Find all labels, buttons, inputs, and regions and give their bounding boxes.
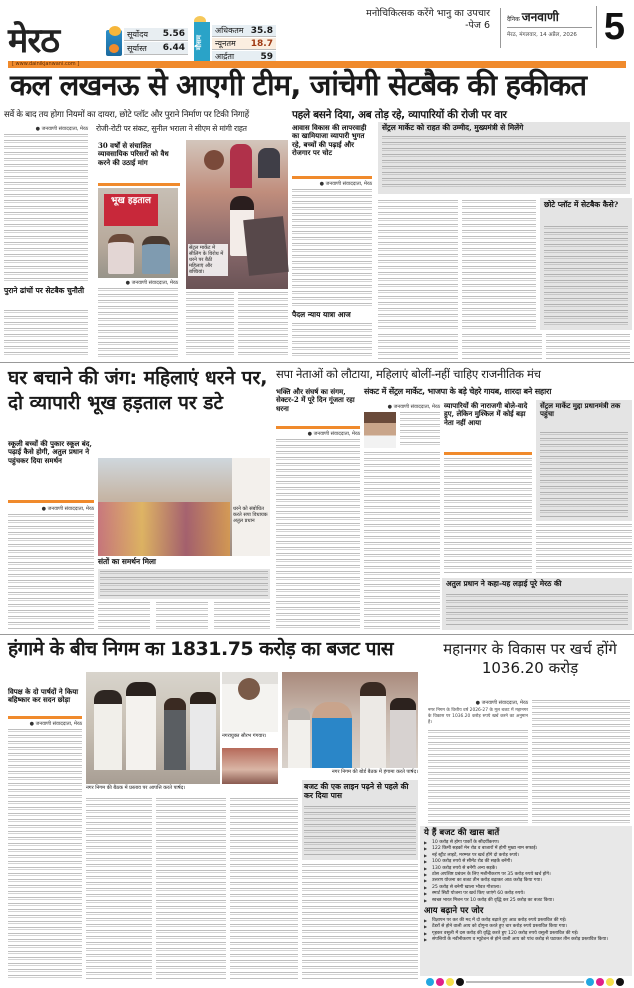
third-subhead: संकट में सेंट्रल मार्केट, भाजपा के बड़े चेहरे गायब, शारदा बने सहारा bbox=[364, 387, 552, 396]
budget-body-col3 bbox=[156, 798, 226, 980]
uproar-photo bbox=[282, 672, 418, 768]
cm-hope-headline: सेंट्रल मार्केट को राहत की उम्मीद, मुख्यमंत्री से मिलेंगे bbox=[382, 123, 524, 132]
sunset-value: 6.44 bbox=[162, 43, 185, 53]
page-number: 5 bbox=[596, 6, 632, 48]
highlight-item: ▶ 10 करोड़ से होगा पार्कों के सौंदर्यीकरण। bbox=[424, 840, 630, 846]
sunrise-label: सूर्योदय bbox=[127, 29, 149, 39]
second-headline: घर बचाने की जंग: महिलाएं धरने पर, दो व्यापारी भूख हड़ताल पर डटे bbox=[8, 367, 268, 414]
lead-body-col8 bbox=[378, 334, 458, 360]
budget-body-col2 bbox=[86, 798, 152, 980]
second-body-col3 bbox=[156, 602, 208, 632]
third-kicker-rule bbox=[276, 426, 360, 429]
right-kicker: आवास विकास की लापरवाही का खामियाजा व्यापारी भुगत रहे, बच्चों की पढ़ाई और रोजगार पर चोट bbox=[292, 123, 367, 158]
third-body-col2 bbox=[364, 452, 440, 630]
second-kicker: स्कूली बच्चों की पुकार स्कूल बंद, पढ़ाई कैसे होगी, अतुल प्रधान ने पहुंचकर दिया समर्थन bbox=[8, 439, 92, 465]
council-meeting-photo bbox=[86, 672, 220, 784]
lead-subhead-left: सर्वे के बाद तय होगा नियमों का दायरा, छोटे प्लॉट और पुराने निर्माण पर टिकी निगाहें bbox=[4, 110, 249, 120]
third-kicker: भक्ति और संघर्ष का संगम, सेक्टर-2 में पूरे दिन गूंजता रहा धरना bbox=[276, 387, 355, 413]
photo2-caption: नगर निगम की बोर्ड बैठक में हंगामा करते पार्षद। bbox=[331, 769, 418, 775]
lead-body-col10 bbox=[546, 334, 630, 360]
box2-headline: सेंट्रल मार्केट मुद्दा प्रधानमंत्री तक पहुंचा bbox=[540, 401, 621, 419]
highlights-title: ये हैं बजट की खास बातें bbox=[424, 828, 500, 838]
income-item: ▶ विज्ञापन पर कर की मद में दो करोड़ बढ़ाते हुए आठ करोड़ रुपये प्रस्तावित की गई। bbox=[424, 918, 630, 924]
lead-subsection: पुराने ढांचों पर सेटबैक चुनौती bbox=[4, 286, 85, 295]
protest-crowd-photo bbox=[186, 140, 288, 289]
right-credit: ● जनवाणी संवाददाता, मेरठ bbox=[319, 181, 372, 187]
section-divider-1 bbox=[0, 362, 634, 363]
metro-lead-text: नगर निगम के वित्तीय वर्ष 2026-27 के मूल बजट में महानगर के विकास पर 1036.20 करोड़ रुपये खर्च करने का अनुमान है। bbox=[428, 708, 528, 725]
income-list bbox=[424, 918, 630, 944]
lead-credit: ● जनवाणी संवाददाता, मेरठ bbox=[35, 126, 88, 132]
budget-body-col1 bbox=[8, 729, 82, 980]
sit-in-protest-photo bbox=[98, 458, 270, 556]
setback-headline: छोटे प्लॉट में सेटबैक कैसे? bbox=[544, 200, 619, 209]
highlight-item: ▶ 100 करोड़ रुपये से सीमेंट रोड की सड़कें बनेंगी। bbox=[424, 859, 630, 865]
saints-support-body bbox=[100, 571, 268, 597]
right-kicker-rule bbox=[292, 176, 372, 179]
third-body-col2a bbox=[400, 412, 440, 448]
box3-headline: अतुल प्रधान ने कहा-यह लड़ाई पूरे मेरठ की bbox=[446, 579, 562, 588]
budget-credit: ● जनवाणी संवाददाता, मेरठ bbox=[29, 721, 82, 727]
sit-in-caption: धरने को संबोधित करते सपा विधायक अतुल प्रधान bbox=[233, 506, 268, 524]
sunrise-row bbox=[124, 28, 188, 41]
one-line-headline: बजट की एक लाइन पढ़ने से पहले की कर दिया पास bbox=[304, 782, 409, 801]
second-kicker-rule bbox=[8, 500, 94, 503]
lead-headline: कल लखनऊ से आएगी टीम, जांचेगी सेटबैक की हकीकत bbox=[10, 68, 587, 102]
third-headline: सपा नेताओं को लौटाया, महिलाएं बोलीं-नहीं चाहिए राजनीतिक मंच bbox=[276, 367, 541, 381]
brand-name: जनवाणी bbox=[521, 10, 559, 24]
income-item: ▶ टेंडरों से होने वाली आय को दोगुना करते हुए चार करोड़ रुपये प्रस्तावित किया गया। bbox=[424, 924, 630, 930]
hunger-strike-banner: भूख हड़ताल bbox=[104, 194, 158, 226]
newspaper-brand bbox=[500, 8, 592, 48]
city-title: मेरठ bbox=[8, 21, 59, 61]
metro-credit: ● जनवाणी संवाददाता, मेरठ bbox=[475, 700, 528, 706]
sun-timings bbox=[106, 26, 186, 56]
third-credit: ● जनवाणी संवाददाता, मेरठ bbox=[307, 431, 360, 437]
highlight-item: ▶ स्मार्ट सिटी योजना पर खर्च किए जाएंगे 60 करोड़ रुपये। bbox=[424, 891, 630, 897]
metro-body-col1 bbox=[428, 730, 528, 824]
crowd-caption: सेंट्रल मार्केट में सीलिंग के विरोध में धरने पर बैठी महिलाएं और बच्चियां। bbox=[188, 244, 228, 276]
min-temp-label: न्यूनतम bbox=[215, 39, 236, 48]
lead-body-col1b bbox=[4, 310, 88, 358]
saints-support-headline: संतों का समर्थन मिला bbox=[98, 557, 156, 566]
highlight-item: ▶ 25 करोड़ से बनेगी खाला भौवत गौशाला। bbox=[424, 885, 630, 891]
registration-mark-magenta-2 bbox=[596, 978, 604, 986]
highlight-item: ▶ 122 किमी सड़कों मेन रोड व बाजारों में होगी मुख्य नाम सफाई। bbox=[424, 846, 630, 852]
registration-mark-magenta bbox=[436, 978, 444, 986]
box2-body bbox=[540, 432, 628, 518]
hall-audience-photo bbox=[222, 748, 278, 784]
masthead bbox=[0, 0, 634, 60]
lead-body-col1 bbox=[4, 134, 88, 284]
sunset-row bbox=[124, 42, 188, 55]
highlight-item: ▶ ठोस अपशिष्ट प्रबंधन के लिए मशीनीकरण पर 35 करोड़ रुपये खर्च होंगे। bbox=[424, 872, 630, 878]
highlight-item: ▶ उत्तरण योजना का बजट तीन करोड़ बढ़ाकर आठ करोड़ किया गया। bbox=[424, 878, 630, 884]
box-headline: 30 वर्षों से संचालित व्यावसायिक परिसरों को वैध करने की उठाई मांग bbox=[98, 141, 169, 167]
third-body-col1 bbox=[276, 439, 360, 630]
photo3-caption: नगरायुक्त सौरभ गंगवार। bbox=[222, 733, 267, 739]
min-temp-row bbox=[212, 38, 276, 50]
one-line-body bbox=[304, 806, 416, 856]
lead-body-col9 bbox=[462, 334, 542, 360]
commissioner-photo bbox=[222, 672, 278, 732]
registration-mark-yellow-2 bbox=[606, 978, 614, 986]
max-temp-value: 35.8 bbox=[250, 25, 273, 36]
registration-mark-cyan-2 bbox=[586, 978, 594, 986]
second-credit: ● जनवाणी संवाददाता, मेरठ bbox=[41, 506, 94, 512]
registration-mark-cyan bbox=[426, 978, 434, 986]
lead-subhead-right: पहले बसने दिया, अब तोड़ रहे, व्यापारियों की रोजी पर वार bbox=[292, 109, 507, 121]
right-body bbox=[292, 189, 372, 307]
setback-body bbox=[544, 226, 628, 326]
income-title: आय बढ़ाने पर जोर bbox=[424, 906, 484, 916]
sun-icon bbox=[106, 30, 122, 56]
section-divider-2 bbox=[0, 634, 634, 635]
sunset-label: सूर्यास्त bbox=[127, 43, 147, 53]
income-item: ▶ संपत्तियों के नवीनीकरण व म्यूटेशन से होने वाली आय को पांच करोड़ से घटाकर तीन करोड़ प्रस्तावित किया। bbox=[424, 937, 630, 943]
highlight-item: ▶ 130 करोड़ रुपये से बनेंगी अन्य सड़कें। bbox=[424, 866, 630, 872]
second-body-col1 bbox=[8, 514, 94, 630]
max-temp-row bbox=[212, 25, 276, 37]
lead-body-col4 bbox=[238, 292, 288, 358]
brand-prefix: दैनिक bbox=[507, 16, 520, 23]
lead-body-col3 bbox=[186, 292, 234, 358]
second-body-col4 bbox=[214, 602, 270, 632]
box1-body bbox=[444, 458, 532, 574]
weather-tag: मौसम bbox=[194, 22, 210, 64]
lead-body-col6 bbox=[378, 200, 458, 330]
second-body-col2 bbox=[98, 602, 150, 632]
cm-hope-body bbox=[382, 136, 626, 190]
box3-body bbox=[446, 594, 628, 626]
third-body-col4 bbox=[536, 524, 632, 574]
story2-headline: रोजी-रोटी पर संकट, सुनील भराला ने सीएम से मांगी राहत bbox=[96, 124, 247, 133]
weather-panel bbox=[194, 20, 276, 64]
hunger-strike-photo bbox=[98, 188, 178, 278]
leader-portrait bbox=[364, 412, 396, 448]
box-rule bbox=[98, 183, 180, 186]
dateline: मेरठ, मंगलवार, 14 अप्रैल, 2026 bbox=[507, 27, 592, 38]
right-body-2 bbox=[292, 323, 372, 359]
income-item: ▶ गृहकर वसूली में दस करोड़ की वृद्धि करते हुए 120 करोड़ रुपये वसूली प्रस्तावित की गई। bbox=[424, 931, 630, 937]
registration-mark-black-2 bbox=[616, 978, 624, 986]
sunrise-value: 5.56 bbox=[162, 29, 185, 39]
highlights-list bbox=[424, 840, 630, 904]
promo-page-ref: -पेज 6 bbox=[465, 20, 490, 31]
lead-body-col7 bbox=[462, 200, 536, 330]
promo-text: मनोचिकित्सक करेंगे भानु का उपचार bbox=[366, 8, 490, 19]
photo1-caption: नगर निगम की बैठक में प्रस्ताव पर आपत्ति करते पार्षद। bbox=[86, 785, 186, 791]
page-promo[interactable] bbox=[300, 8, 490, 32]
metro-body-col2 bbox=[532, 700, 630, 824]
registration-line bbox=[466, 981, 584, 983]
metro-headline: महानगर के विकास पर खर्च होंगे 1036.20 करोड़ bbox=[443, 640, 617, 677]
max-temp-label: अधिकतम bbox=[215, 26, 244, 35]
budget-headline: हंगामे के बीच निगम का 1831.75 करोड़ का बजट पास bbox=[8, 638, 394, 660]
humidity-value: 59 bbox=[260, 51, 273, 62]
highlight-item: ▶ स्वच्छ भारत मिशन पर 10 करोड़ की वृद्धि कर 25 करोड़ का बजट किया। bbox=[424, 898, 630, 904]
website-url[interactable]: [ www.dainikjanwani.com ] bbox=[12, 61, 80, 67]
third-credit2: ● जनवाणी संवाददाता, मेरठ bbox=[387, 404, 440, 410]
photo-credit: ● जनवाणी संवाददाता, मेरठ bbox=[125, 280, 178, 286]
registration-mark-yellow bbox=[446, 978, 454, 986]
budget-kicker: विपक्ष के दो पार्षदों ने किया बहिष्कार कर सदन छोड़ा bbox=[8, 687, 79, 705]
humidity-label: आर्द्रता bbox=[215, 52, 235, 61]
box1-rule bbox=[444, 452, 532, 455]
highlight-item: ▶ नई स्ट्रीट लाइटें, मरम्मत पर खर्च होंगे दो करोड़ रुपये। bbox=[424, 853, 630, 859]
box-body bbox=[98, 288, 178, 358]
registration-mark-black bbox=[456, 978, 464, 986]
budget-kicker-rule bbox=[8, 716, 82, 719]
masthead-rule bbox=[8, 61, 626, 68]
box1-headline: व्यापारियों की नाराजगी बोले-वादे हुए, लेकिन मुश्किल में कोई बड़ा नेता नहीं आया bbox=[444, 401, 528, 427]
right-subsection: पैदल न्याय यात्रा आज bbox=[292, 310, 351, 319]
budget-body-col5 bbox=[302, 864, 418, 980]
budget-body-col4 bbox=[230, 798, 298, 980]
min-temp-value: 18.7 bbox=[250, 38, 273, 49]
